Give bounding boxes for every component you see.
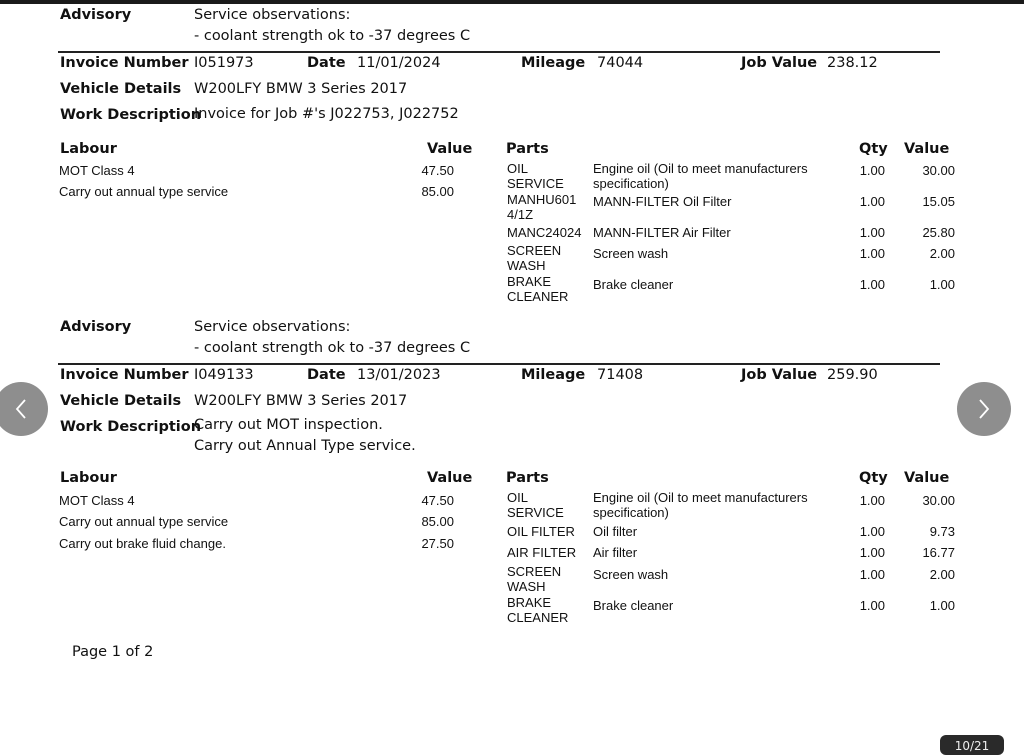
advisory-line: Service observations:: [194, 7, 351, 23]
mileage-value: 71408: [597, 367, 644, 383]
section-divider: [58, 363, 940, 365]
part-qty: 1.00: [859, 225, 885, 240]
part-code: SCREEN: [507, 564, 562, 579]
part-qty: 1.00: [859, 194, 885, 209]
part-value: 9.73: [929, 524, 955, 539]
part-code: SERVICE: [507, 505, 564, 520]
work-description: Carry out MOT inspection.: [194, 417, 383, 433]
part-value: 30.00: [922, 493, 955, 508]
mileage-label: Mileage: [521, 367, 586, 383]
vehicle-details: W200LFY BMW 3 Series 2017: [194, 81, 408, 97]
labour-item: Carry out brake fluid change.: [59, 536, 226, 551]
labour-header: Labour: [60, 470, 117, 486]
labour-value: 85.00: [421, 514, 454, 529]
part-description: Brake cleaner: [593, 598, 674, 613]
part-value: 16.77: [922, 545, 955, 560]
job-value: 259.90: [827, 367, 878, 383]
advisory-label: Advisory: [60, 7, 132, 23]
part-qty: 1.00: [859, 545, 885, 560]
part-qty: 1.00: [859, 163, 885, 178]
labour-value-header: Value: [427, 141, 473, 157]
part-code: OIL FILTER: [507, 524, 575, 539]
part-description: MANN-FILTER Oil Filter: [593, 194, 732, 209]
part-value: 25.80: [922, 225, 955, 240]
part-description: Engine oil (Oil to meet manufacturers: [593, 490, 808, 505]
labour-value: 47.50: [421, 163, 454, 178]
part-code: 4/1Z: [507, 207, 534, 222]
advisory-line: - coolant strength ok to -37 degrees C: [194, 28, 471, 44]
invoice-number-label: Invoice Number: [60, 367, 189, 383]
vehicle-details-label: Vehicle Details: [60, 393, 182, 409]
date-label: Date: [307, 55, 346, 71]
part-code: BRAKE: [507, 274, 552, 289]
parts-value-header: Value: [904, 141, 950, 157]
labour-item: Carry out annual type service: [59, 514, 229, 529]
chevron-left-icon: [14, 398, 28, 420]
invoice-number: I049133: [194, 367, 254, 383]
labour-value: 47.50: [421, 493, 454, 508]
vehicle-details: W200LFY BMW 3 Series 2017: [194, 393, 408, 409]
part-description: Screen wash: [593, 246, 669, 261]
mileage-label: Mileage: [521, 55, 586, 71]
advisory-line: - coolant strength ok to -37 degrees C: [194, 340, 471, 356]
part-qty: 1.00: [859, 524, 885, 539]
qty-header: Qty: [859, 470, 888, 486]
labour-header: Labour: [60, 141, 117, 157]
part-value: 2.00: [929, 567, 955, 582]
job-value: 238.12: [827, 55, 878, 71]
part-code: OIL: [507, 490, 528, 505]
next-button[interactable]: [957, 382, 1011, 436]
invoice-number-label: Invoice Number: [60, 55, 189, 71]
job-value-label: Job Value: [741, 367, 818, 383]
part-description: Oil filter: [593, 524, 638, 539]
part-qty: 1.00: [859, 598, 885, 613]
part-code: BRAKE: [507, 595, 552, 610]
part-code: WASH: [507, 579, 546, 594]
part-qty: 1.00: [859, 567, 885, 582]
part-code: MANHU601: [507, 192, 577, 207]
part-code: MANC24024: [507, 225, 582, 240]
part-description: MANN-FILTER Air Filter: [593, 225, 731, 240]
mileage-value: 74044: [597, 55, 644, 71]
labour-value: 27.50: [421, 536, 454, 551]
part-description: Air filter: [593, 545, 638, 560]
part-code: CLEANER: [507, 289, 569, 304]
part-description: Brake cleaner: [593, 277, 674, 292]
section-divider: [58, 51, 940, 53]
part-value: 15.05: [922, 194, 955, 209]
image-counter: 10/21: [940, 735, 1004, 755]
part-value: 2.00: [929, 246, 955, 261]
part-qty: 1.00: [859, 277, 885, 292]
part-description: specification): [593, 505, 669, 520]
part-value: 1.00: [929, 277, 955, 292]
advisory-line: Service observations:: [194, 319, 351, 335]
work-description-label: Work Description: [60, 107, 202, 123]
part-value: 30.00: [922, 163, 955, 178]
parts-header: Parts: [506, 141, 549, 157]
part-code: CLEANER: [507, 610, 569, 625]
part-code: SERVICE: [507, 176, 564, 191]
labour-item: Carry out annual type service: [59, 184, 229, 199]
work-description: Invoice for Job #'s J022753, J022752: [194, 106, 459, 122]
page-number: Page 1 of 2: [72, 644, 154, 660]
labour-item: MOT Class 4: [59, 493, 135, 508]
labour-value: 85.00: [421, 184, 454, 199]
invoice-number: I051973: [194, 55, 254, 71]
part-code: OIL: [507, 161, 528, 176]
part-code: AIR FILTER: [507, 545, 577, 560]
part-code: SCREEN: [507, 243, 562, 258]
work-description-label: Work Description: [60, 419, 202, 435]
work-description: Carry out Annual Type service.: [194, 438, 416, 454]
previous-button[interactable]: [0, 382, 48, 436]
parts-header: Parts: [506, 470, 549, 486]
qty-header: Qty: [859, 141, 888, 157]
labour-item: MOT Class 4: [59, 163, 135, 178]
job-value-label: Job Value: [741, 55, 818, 71]
invoice-date: 13/01/2023: [357, 367, 441, 383]
part-qty: 1.00: [859, 246, 885, 261]
parts-value-header: Value: [904, 470, 950, 486]
part-value: 1.00: [929, 598, 955, 613]
invoice-date: 11/01/2024: [357, 55, 441, 71]
date-label: Date: [307, 367, 346, 383]
part-code: WASH: [507, 258, 546, 273]
vehicle-details-label: Vehicle Details: [60, 81, 182, 97]
viewer-top-bar: [0, 0, 1024, 4]
chevron-right-icon: [977, 398, 991, 420]
labour-value-header: Value: [427, 470, 473, 486]
advisory-label: Advisory: [60, 319, 132, 335]
part-description: Screen wash: [593, 567, 669, 582]
part-qty: 1.00: [859, 493, 885, 508]
part-description: Engine oil (Oil to meet manufacturers: [593, 161, 808, 176]
part-description: specification): [593, 176, 669, 191]
